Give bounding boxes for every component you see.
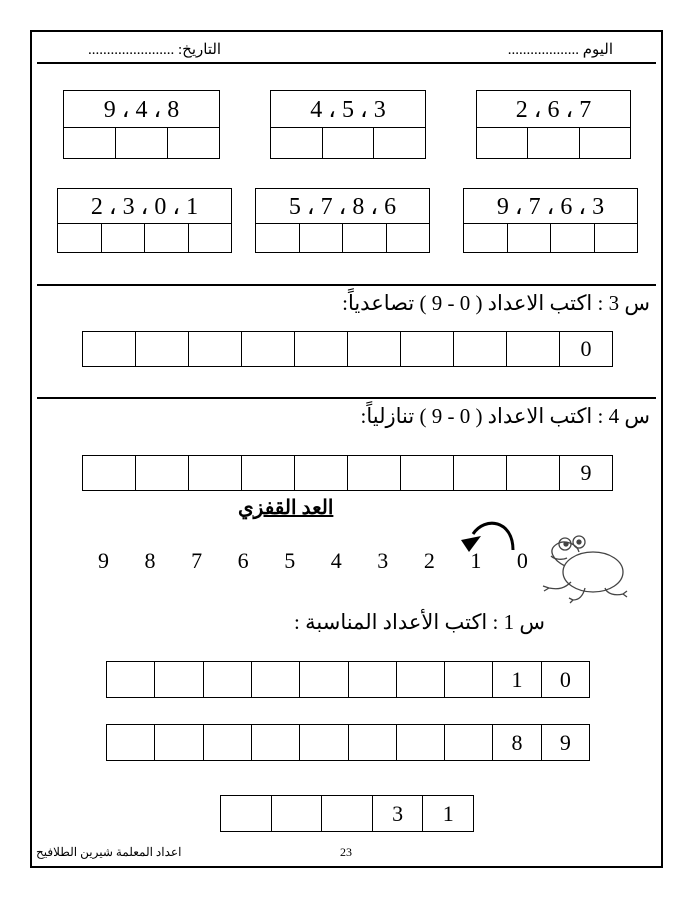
- answer-cell[interactable]: [477, 128, 528, 158]
- answer-cell[interactable]: [580, 128, 630, 158]
- answer-cell[interactable]: [189, 332, 242, 366]
- answer-cell[interactable]: [155, 662, 203, 697]
- page-number: 23: [340, 845, 352, 859]
- answer-cell[interactable]: [64, 128, 116, 158]
- answer-cell[interactable]: [107, 662, 155, 697]
- answer-cell[interactable]: 0: [559, 666, 571, 692]
- question-1: س 1 : اكتب الأعداد المناسبة :: [294, 610, 545, 634]
- answer-cell[interactable]: [221, 796, 272, 831]
- answer-cell[interactable]: [401, 456, 454, 490]
- answer-cell[interactable]: [295, 456, 348, 490]
- date-label: التاريخ: .......................: [88, 42, 222, 58]
- answer-cell[interactable]: [508, 224, 552, 252]
- answer-cell[interactable]: [322, 796, 373, 831]
- answer-cell[interactable]: 3: [373, 796, 424, 831]
- day-label: اليوم ...................: [507, 42, 613, 58]
- answer-cell[interactable]: [348, 456, 401, 490]
- section-divider: [37, 284, 656, 286]
- answer-cell[interactable]: [551, 224, 595, 252]
- answer-cell[interactable]: [136, 332, 189, 366]
- answer-cell[interactable]: [256, 224, 300, 252]
- sort-box: 9 ، 7 ، 6 ، 3: [463, 188, 638, 253]
- answer-cell[interactable]: [252, 725, 300, 760]
- frog-icon: [535, 530, 630, 605]
- answer-cell[interactable]: [300, 224, 344, 252]
- number-line-digit: 5: [284, 548, 296, 573]
- answer-cell[interactable]: [300, 725, 348, 760]
- header-divider: [37, 62, 656, 64]
- number-line-digit: 4: [330, 548, 342, 573]
- answer-cell[interactable]: [136, 456, 189, 490]
- answer-cell[interactable]: [323, 128, 375, 158]
- answer-cell[interactable]: [454, 456, 507, 490]
- number-line-digit: 1: [470, 548, 482, 573]
- q1-answer-row-1: [106, 661, 590, 698]
- answer-cell[interactable]: [204, 725, 252, 760]
- answer-cell[interactable]: [271, 128, 323, 158]
- answer-cell[interactable]: [397, 725, 445, 760]
- answer-cell[interactable]: [145, 224, 189, 252]
- answer-cell[interactable]: [83, 456, 136, 490]
- answer-cell[interactable]: 1: [442, 800, 454, 826]
- answer-cell[interactable]: [168, 128, 219, 158]
- answer-cell[interactable]: [58, 224, 102, 252]
- answer-cell[interactable]: [107, 725, 155, 760]
- answer-cell[interactable]: [83, 332, 136, 366]
- number-line-digit: 7: [191, 548, 203, 573]
- number-line-digit: 6: [237, 548, 249, 573]
- answer-cell[interactable]: [295, 332, 348, 366]
- jump-arrow-icon: [455, 510, 525, 552]
- answer-cell[interactable]: [397, 662, 445, 697]
- answer-cell[interactable]: [349, 725, 397, 760]
- sort-box: 9 ، 4 ، 8: [63, 90, 220, 159]
- answer-cell[interactable]: [189, 224, 232, 252]
- number-line-digit: 3: [377, 548, 389, 573]
- q4-answer-row: [82, 455, 613, 491]
- answer-cell[interactable]: [242, 456, 295, 490]
- answer-cell[interactable]: [507, 332, 560, 366]
- answer-cell[interactable]: [349, 662, 397, 697]
- skip-count-title: العد القفزي: [238, 497, 334, 519]
- number-line: [98, 548, 528, 574]
- answer-cell[interactable]: [116, 128, 168, 158]
- answer-cell[interactable]: [528, 128, 579, 158]
- answer-cell[interactable]: [242, 332, 295, 366]
- answer-cell[interactable]: [102, 224, 146, 252]
- answer-cell[interactable]: [454, 332, 507, 366]
- answer-cell[interactable]: [374, 128, 425, 158]
- number-line-digit: 0: [516, 548, 528, 573]
- sort-box: 5 ، 7 ، 8 ، 6: [255, 188, 430, 253]
- answer-cell[interactable]: [445, 662, 493, 697]
- answer-cell[interactable]: 1: [493, 662, 541, 697]
- answer-cell[interactable]: 9: [580, 460, 592, 485]
- answer-cell[interactable]: [204, 662, 252, 697]
- answer-cell[interactable]: 9: [559, 729, 571, 755]
- q3-answer-row: [82, 331, 613, 367]
- sort-box: 2 ، 6 ، 7: [476, 90, 631, 159]
- answer-cell[interactable]: [401, 332, 454, 366]
- q1-answer-row-3: [220, 795, 474, 832]
- answer-cell[interactable]: [343, 224, 387, 252]
- sort-box: 2 ، 3 ، 0 ، 1: [57, 188, 232, 253]
- answer-cell[interactable]: [272, 796, 323, 831]
- answer-cell[interactable]: [189, 456, 242, 490]
- answer-cell[interactable]: 8: [493, 725, 541, 760]
- answer-cell[interactable]: [300, 662, 348, 697]
- question-4: س 4 : اكتب الاعداد ( 0 - 9 ) تنازلياً:: [360, 404, 650, 428]
- question-3: س 3 : اكتب الاعداد ( 0 - 9 ) تصاعدياً:: [342, 291, 650, 315]
- answer-cell[interactable]: [348, 332, 401, 366]
- answer-cell[interactable]: [387, 224, 430, 252]
- section-divider: [37, 397, 656, 399]
- number-line-digit: 9: [98, 548, 109, 573]
- answer-cell[interactable]: 0: [580, 336, 592, 361]
- answer-cell[interactable]: [507, 456, 560, 490]
- answer-cell[interactable]: [445, 725, 493, 760]
- answer-cell[interactable]: [155, 725, 203, 760]
- answer-cell[interactable]: [464, 224, 508, 252]
- number-line-digit: 2: [423, 548, 435, 573]
- author-credit: اعداد المعلمة شيرين الطلافيح: [36, 845, 182, 859]
- number-line-digit: 8: [144, 548, 156, 573]
- answer-cell[interactable]: [595, 224, 638, 252]
- answer-cell[interactable]: [252, 662, 300, 697]
- q1-answer-row-2: [106, 724, 590, 761]
- sort-box: 4 ، 5 ، 3: [270, 90, 426, 159]
